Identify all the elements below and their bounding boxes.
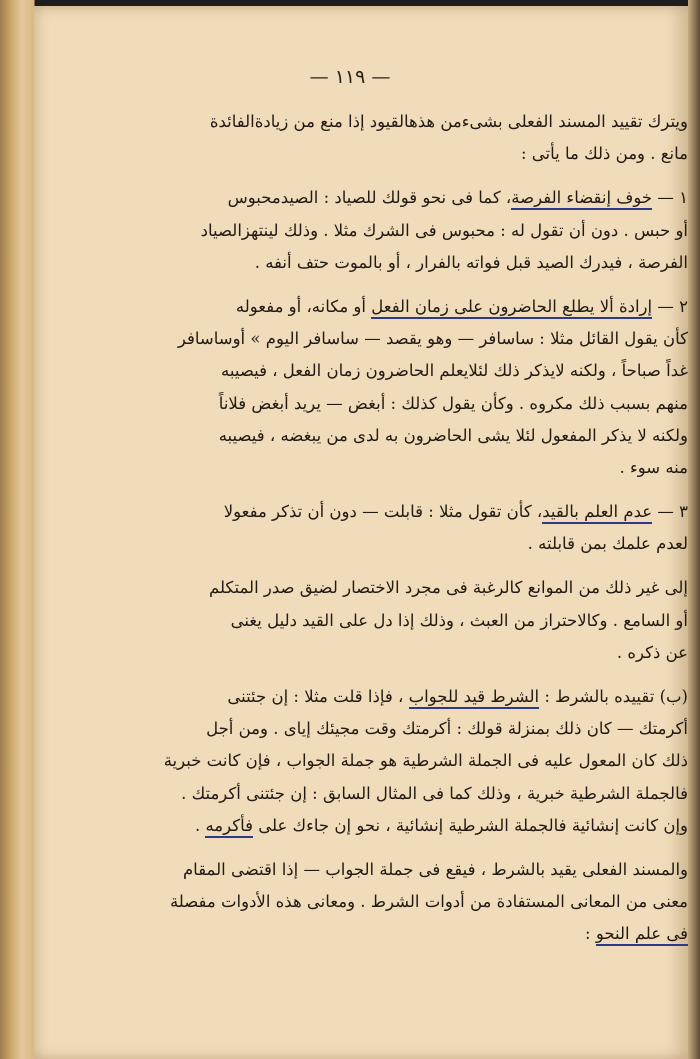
handwritten-underline-text: فى علم النحو: [596, 924, 688, 946]
text-line: [98, 291, 688, 323]
line-text: والمسند الفعلى يقيد بالشرط ، فيقع فى جملة الجواب — إذا اقتضى المقام: [182, 859, 688, 879]
line-text: فالجملة الشرطية خبرية ، وذلك كما فى المثال السابق : إن جئتنى أكرمتك .: [181, 783, 688, 803]
line-text: إلى غير ذلك من الموانع كالرغبة فى مجرد الاختصار لضيق صدر المتكلم: [208, 578, 688, 598]
paragraph-gap: [98, 669, 688, 681]
text-line: [98, 528, 688, 560]
line-text: منهم بسبب ذلك مكروه . وكأن يقول كذلك : أبغض — يريد أبغض فلاناً: [218, 393, 688, 413]
handwritten-underline-text: عدم العلم بالقيد: [542, 502, 652, 524]
text-line: [98, 323, 688, 355]
line-text-post: ، فإذا قلت مثلا : إن جئتنى: [227, 687, 409, 706]
paragraph-gap: [98, 842, 688, 854]
handwritten-underline-text: فأكرمه: [205, 816, 253, 838]
line-text: ولكنه لا يذكر المفعول لئلا يشى الحاضرون به لدى من يبغضه ، فيصيبه: [218, 425, 688, 445]
handwritten-underline-text: إرادة ألا يطلع الحاضرون على زمان الفعل: [371, 297, 652, 319]
text-line: [98, 138, 688, 170]
line-text-pre: وإن كانت إنشائية فالجملة الشرطية إنشائية ، نحو إن جاءك على: [253, 815, 688, 835]
page-number: — ١١٩ —: [309, 66, 391, 88]
line-text: عن ذكره .: [616, 642, 688, 662]
line-text-pre: ٢ —: [652, 296, 688, 316]
text-line: [98, 572, 688, 604]
text-line: [98, 247, 688, 279]
line-text: كأن يقول القائل مثلا : ساسافر — وهو يقصد — ساسافر اليوم » أوساسافر: [177, 329, 688, 349]
text-line: [98, 713, 688, 745]
line-text-post: أو مكانه، أو مفعوله: [235, 296, 372, 316]
text-line: [98, 355, 688, 387]
line-text-post: :: [585, 924, 596, 944]
paragraph-gap: [98, 484, 688, 496]
book-spine-edge: [0, 0, 35, 1059]
text-line: [98, 681, 688, 713]
text-line: [98, 886, 688, 918]
line-text: الفرصة ، فيدرك الصيد قبل فواته بالفرار ، أو بالموت حتف أنفه .: [254, 252, 688, 272]
paragraph: [98, 496, 688, 560]
handwritten-underline-text: خوف إنقضاء الفرصة: [511, 188, 652, 210]
line-text-pre: ٣ —: [652, 502, 688, 522]
text-line: [98, 810, 688, 842]
handwritten-underline-text: الشرط قيد للجواب: [409, 687, 540, 709]
text-line: [98, 918, 688, 950]
line-text-pre: ١ —: [652, 188, 688, 208]
text-line: [98, 854, 688, 886]
paragraph: [98, 291, 688, 484]
line-text: مانع . ومن ذلك ما يأتى :: [521, 144, 688, 164]
line-text: ويترك تقييد المسند الفعلى بشىءمن هذهالقيود إذا منع من زيادةالفائدة: [209, 112, 688, 131]
line-text: أكرمتك — كان ذلك بمنزلة قولك : أكرمتك وقت مجيئك إياى . ومن أجل: [206, 719, 688, 739]
text-line: [98, 637, 688, 669]
text-line: [98, 605, 688, 637]
line-text: معنى من المعانى المستفادة من أدوات الشرط . ومعانى هذه الأدوات مفصلة: [169, 892, 688, 912]
paragraph: [98, 182, 688, 279]
line-text: أو حبس . دون أن تقول له : محبوس فى الشرك مثلا . وذلك لينتهزالصياد: [200, 220, 688, 240]
text-line: [98, 745, 688, 777]
paragraph: [98, 854, 688, 951]
line-text: لعدم علمك بمن قابلته .: [527, 534, 688, 554]
text-line: [98, 452, 688, 484]
paragraph: [98, 572, 688, 669]
paragraph-gap: [98, 170, 688, 182]
line-text-post: ، كأن تقول مثلا : قابلت — دون أن تذكر مفعولا: [223, 502, 543, 522]
paragraph: [98, 681, 688, 842]
paragraph-gap: [98, 560, 688, 572]
text-line: [98, 106, 688, 138]
line-text: أو السامع . وكالاحتراز من العبث ، وذلك إذا دل على القيد دليل يغنى: [230, 610, 688, 630]
paragraph: [98, 106, 688, 170]
page-edge-shadow: [688, 0, 700, 1059]
page-text-body: [98, 106, 688, 951]
text-line: [98, 496, 688, 528]
line-text: ذلك كان المعول عليه فى الجملة الشرطية هو جملة الجواب ، فإن كانت خبرية: [163, 751, 688, 771]
line-text: غداً صباحاً ، ولكنه لايذكر ذلك لئلايعلم الحاضرون زمان الفعل ، فيصيبه: [221, 361, 688, 381]
text-line: [98, 182, 688, 214]
text-line: [98, 420, 688, 452]
text-line: [98, 778, 688, 810]
line-text-post: .: [194, 815, 206, 835]
paragraph-gap: [98, 279, 688, 291]
line-text: منه سوء .: [619, 457, 688, 477]
line-text-post: ، كما فى نحو قولك للصياد : الصيدمحبوس: [227, 188, 512, 208]
text-line: [98, 215, 688, 247]
text-line: [98, 388, 688, 420]
line-text-pre: (ب) تقييده بالشرط :: [539, 687, 688, 706]
